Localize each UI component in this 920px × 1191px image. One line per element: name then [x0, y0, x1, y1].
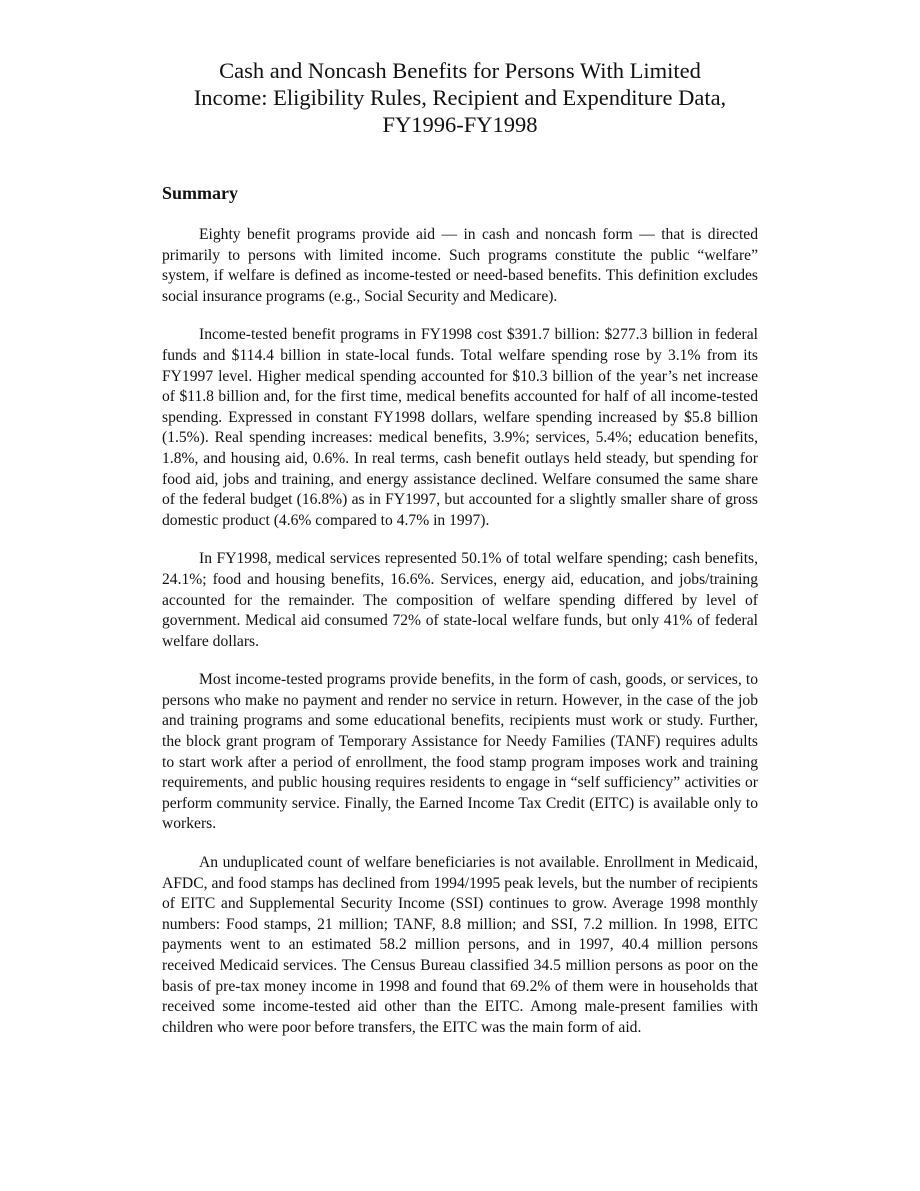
section-heading: Summary: [162, 183, 238, 203]
document-title: [162, 57, 758, 138]
title-line-1: Cash and Noncash Benefits for Persons With Limited: [219, 58, 701, 83]
document-page: [162, 57, 758, 1038]
paragraph-5: An unduplicated count of welfare beneficiaries is not available. Enrollment in Medicaid, AFDC, and food stamps has declined from 1994/1995 peak levels, but the number of recipients of EITC and Supplemental Security Income (SSI) continues to grow. Average 1998 monthly numbers: Food stamps, 21 million; TANF, 8.8 million; and SSI, 7.2 million. In 1998, EITC payments went to an estimated 58.2 million persons, and in 1997, 40.4 million persons received Medicaid services. The Census Bureau classified 34.5 million persons as poor on the basis of pre-tax money income in 1998 and found that 69.2% of them were in households that received some income-tested aid other than the EITC. Among male-present families with children who were poor before transfers, the EITC was the main form of aid.: [162, 854, 758, 1036]
title-line-2: Income: Eligibility Rules, Recipient and Expenditure Data,: [193, 85, 727, 110]
paragraph-1: Eighty benefit programs provide aid — in cash and noncash form — that is directed primarily to persons with limited income. Such programs constitute the public “welfare” system, if welfare is defined as income-tested or need-based benefits. This definition excludes social insurance programs (e.g., Social Security and Medicare).: [162, 226, 758, 305]
paragraph-3: In FY1998, medical services represented 50.1% of total welfare spending; cash benefits, 24.1%; food and housing benefits, 16.6%. Services, energy aid, education, and jobs/training accounted for the remainder. The composition of welfare spending differed by level of government. Medical aid consumed 72% of state-local welfare funds, but only 41% of federal welfare dollars.: [162, 550, 758, 650]
paragraph-2: Income-tested benefit programs in FY1998 cost $391.7 billion: $277.3 billion in federal funds and $114.4 billion in state-local funds. Total welfare spending rose by 3.1% from its FY1997 level. Higher medical spending accounted for $10.3 billion of the year’s net increase of $11.8 billion and, for the first time, medical benefits accounted for half of all income-tested spending. Expressed in constant FY1998 dollars, welfare spending increased by $5.8 billion (1.5%). Real spending increases: medical benefits, 3.9%; services, 5.4%; education benefits, 1.8%, and housing aid, 0.6%. In real terms, cash benefit outlays held steady, but spending for food aid, jobs and training, and energy assistance declined. Welfare consumed the same share of the federal budget (16.8%) as in FY1997, but accounted for a slightly smaller share of gross domestic product (4.6% compared to 4.7% in 1997).: [162, 326, 758, 529]
paragraph-4: Most income-tested programs provide benefits, in the form of cash, goods, or services, to persons who make no payment and render no service in return. However, in the case of the job and training programs and some educational benefits, recipients must work or study. Further, the block grant program of Temporary Assistance for Needy Families (TANF) requires adults to start work after a period of enrollment, the food stamp program imposes work and training requirements, and public housing requires residents to engage in “self sufficiency” activities or perform community service. Finally, the Earned Income Tax Credit (EITC) is available only to workers.: [162, 671, 758, 833]
title-line-3: FY1996-FY1998: [382, 112, 538, 137]
